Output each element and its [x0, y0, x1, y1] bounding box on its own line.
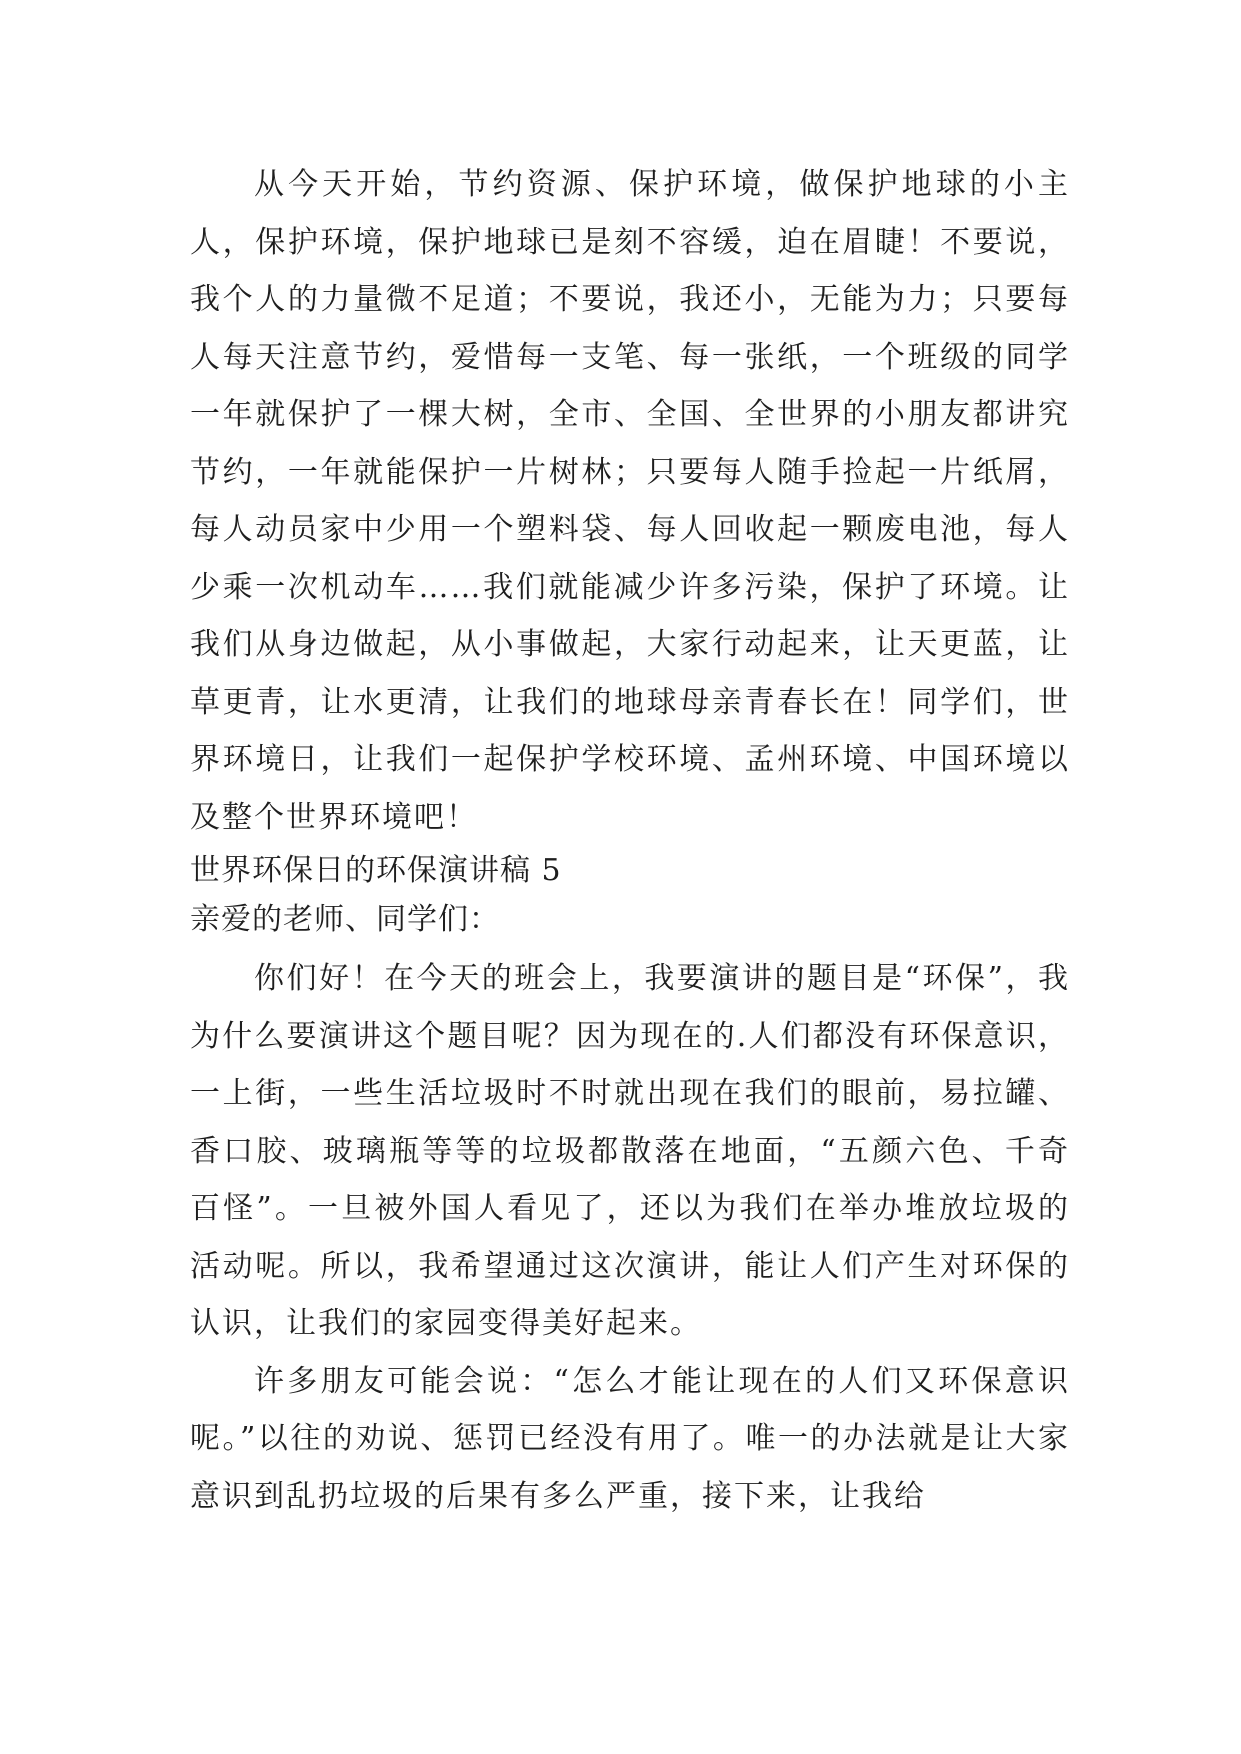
salutation: 亲爱的老师、同学们：: [190, 902, 500, 937]
speech-heading: 世界环保日的环保演讲稿 5: [190, 853, 562, 888]
paragraph-speech-continuation: 许多朋友可能会说：“怎么才能让现在的人们又环保意识呢。”以往的劝说、惩罚已经没有用了。唯一的办法就是让大家意识到乱扔垃圾的后果有多么严重，接下来，让我给: [190, 1363, 1070, 1514]
paragraph-environment-protection: 从今天开始，节约资源、保护环境，做保护地球的小主人，保护环境，保护地球已是刻不容缓，迫在眉睫！不要说，我个人的力量微不足道；不要说，我还小，无能为力；只要每人每天注意节约，爱惜每一支笔、每一张纸，一个班级的同学一年就保护了一棵大树，全市、全国、全世界的小朋友都讲究节约，一年就能保护一片树林；只要每人随手捡起一片纸屑，每人动员家中少用一个塑料袋、每人回收起一颗废电池，每人少乘一次机动车……我们就能减少许多污染，保护了环境。让我们从身边做起，从小事做起，大家行动起来，让天更蓝，让草更青，让水更清，让我们的地球母亲青春长在！同学们，世界环境日，让我们一起保护学校环境、孟州环境、中国环境以及整个世界环境吧！: [190, 167, 1070, 835]
document-body: [190, 156, 1070, 1525]
paragraph-speech-intro: 你们好！在今天的班会上，我要演讲的题目是“环保”，我为什么要演讲这个题目呢？因为现在的.人们都没有环保意识，一上街，一些生活垃圾时不时就出现在我们的眼前，易拉罐、香口胶、玻璃瓶等等的垃圾都散落在地面，“五颜六色、千奇百怪”。一旦被外国人看见了，还以为我们在举办堆放垃圾的活动呢。所以，我希望通过这次演讲，能让人们产生对环保的认识，让我们的家园变得美好起来。: [190, 961, 1070, 1341]
